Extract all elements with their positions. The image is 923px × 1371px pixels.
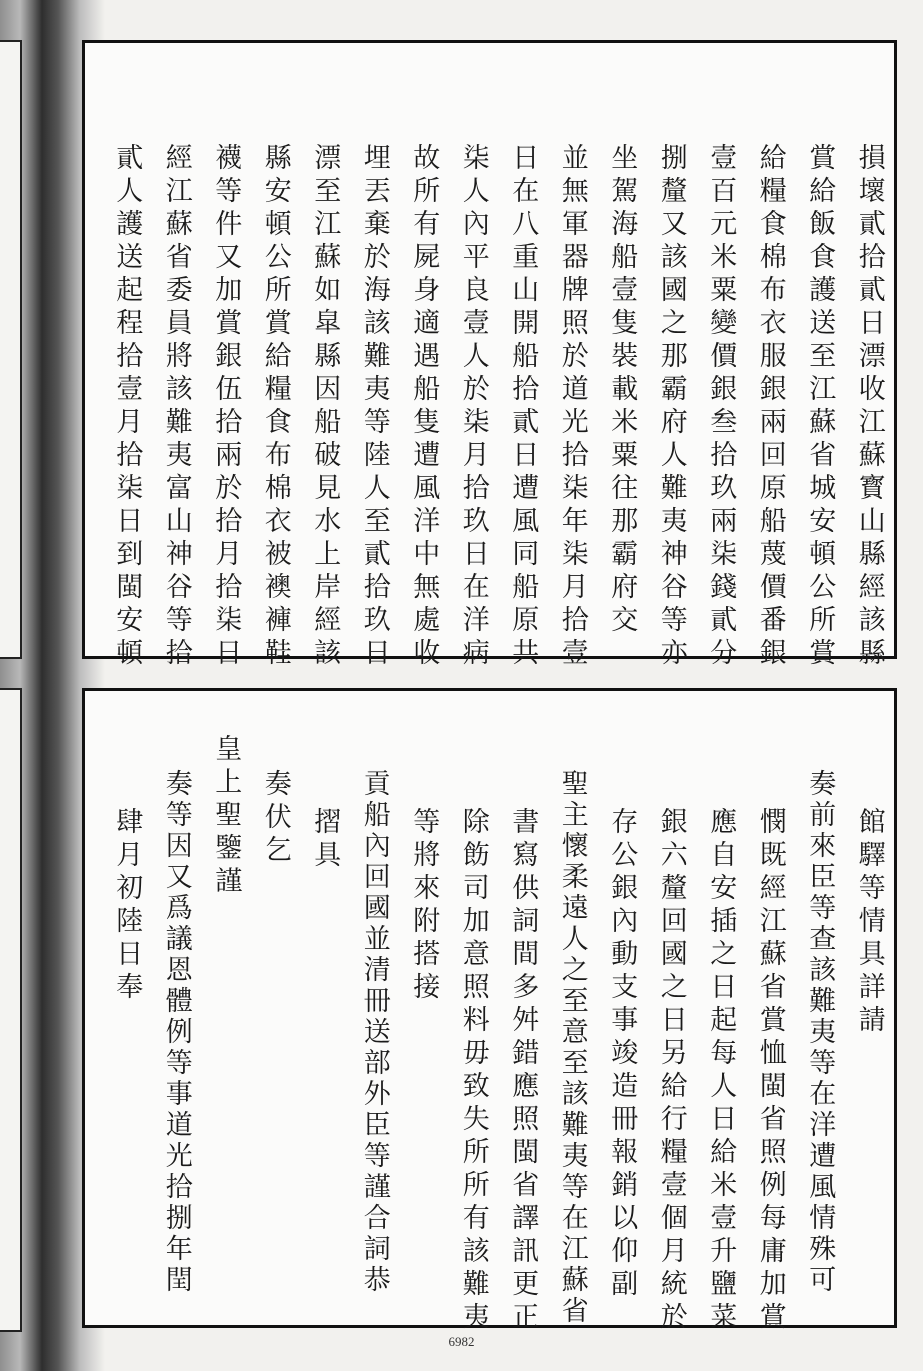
text-column: [350, 43, 400, 671]
text-column: [548, 691, 598, 1325]
column-text: 日在八重山開船拾貳日遭風同船原共: [507, 143, 539, 671]
column-text: 貳人護送起程拾壹月拾柒日到閩安頓: [111, 143, 143, 671]
column-text: 漂至江蘇如皐縣因船破見水上岸經該: [309, 143, 341, 671]
column-text: 縣安頓公所賞給糧食布棉衣被襖褲鞋: [259, 143, 291, 671]
column-text: 奏等因又爲議恩體例等事道光拾捌年閏: [160, 769, 192, 1296]
text-column: [696, 691, 746, 1335]
text-column: [449, 43, 499, 671]
previous-page-edge-bottom: [0, 688, 22, 1332]
previous-page-edge-top: [0, 40, 22, 659]
page-number: 6982: [448, 1334, 475, 1349]
column-text: 館驛等情具詳請: [853, 807, 885, 1038]
bottom-columns: [85, 691, 894, 1335]
text-column: [548, 43, 598, 671]
column-text: 損壞貳拾貳日漂收江蘇寳山縣經該縣: [853, 143, 885, 671]
text-column: [845, 43, 895, 671]
text-column: [845, 691, 895, 1325]
column-text: 存公銀內動支事竣造冊報銷以仰副: [606, 807, 638, 1302]
column-text: 並無軍器牌照於道光拾柒年柒月拾壹: [556, 143, 588, 671]
column-text: 奏伏乞: [259, 769, 291, 868]
column-text: 給糧食棉布衣服銀兩回原船蔑價番銀: [754, 143, 786, 671]
text-column: [399, 43, 449, 671]
column-text: 皇上聖鑒謹: [210, 734, 242, 899]
text-column: [300, 43, 350, 671]
column-text: 壹百元米粟變價銀叁拾玖兩柒錢貳分: [705, 143, 737, 671]
column-text: 坐駕海船壹隻裝載米粟往那霸府交: [606, 143, 638, 638]
text-column: [597, 43, 647, 656]
column-text: 柒人內平良壹人於柒月拾玖日在洋病: [457, 143, 489, 671]
column-text: 經江蘇省委員將該難夷富山神谷等拾: [160, 143, 192, 671]
column-text: 捌釐又該國之那霸府人難夷神谷等亦: [655, 143, 687, 671]
column-text: 應自安插之日起每人日給米壹升鹽菜: [705, 807, 737, 1335]
column-text: 憫既經江蘇省賞恤閩省照例每庸加賞: [754, 807, 786, 1335]
top-text-panel: [82, 40, 897, 671]
column-text: 除飭司加意照料毋致失所所有該難夷: [457, 807, 489, 1335]
text-column: [647, 43, 697, 671]
column-text: 肆月初陸日奉: [111, 807, 143, 1005]
text-column: [795, 43, 845, 671]
text-column: [399, 691, 449, 1325]
column-text: 摺具: [309, 807, 341, 873]
text-column: [102, 43, 152, 671]
text-column: [251, 691, 301, 1325]
text-column: [498, 691, 548, 1335]
column-text: 聖主懷柔遠人之至意至該難夷等在江蘇省: [556, 769, 588, 1327]
text-column: [647, 691, 697, 1335]
text-column: [251, 43, 301, 671]
text-column: [201, 691, 251, 1325]
column-text: 賞給飯食護送至江蘇省城安頓公所賞: [804, 143, 836, 671]
column-text: 書寫供詞間多舛錯應照閩省譯訊更正: [507, 807, 539, 1335]
column-text: 奏前來臣等查該難夷等在洋遭風情殊可: [804, 769, 836, 1296]
column-text: 等將來附搭接: [408, 807, 440, 1005]
text-column: [746, 43, 796, 671]
bottom-text-panel: [82, 688, 897, 1335]
text-column: [152, 43, 202, 671]
column-text: 銀六釐回國之日另給行糧壹個月統於: [655, 807, 687, 1335]
text-column: [597, 691, 647, 1325]
text-column: [102, 691, 152, 1325]
text-column: [201, 43, 251, 671]
text-column: [350, 691, 400, 1325]
column-text: 埋丟棄於海該難夷等陸人至貳拾玖日: [358, 143, 390, 671]
column-text: 襪等件又加賞銀伍拾兩於拾月拾柒日: [210, 143, 242, 671]
text-column: [498, 43, 548, 671]
text-column: [696, 43, 746, 671]
column-text: 故所有屍身適遇船隻遭風洋中無處收: [408, 143, 440, 671]
text-column: [795, 691, 845, 1325]
text-column: [449, 691, 499, 1335]
text-column: [746, 691, 796, 1335]
column-text: 貢船內回國並清冊送部外臣等謹合詞恭: [358, 769, 390, 1296]
top-columns: [85, 43, 894, 671]
text-column: [300, 691, 350, 1325]
text-column: [152, 691, 202, 1325]
